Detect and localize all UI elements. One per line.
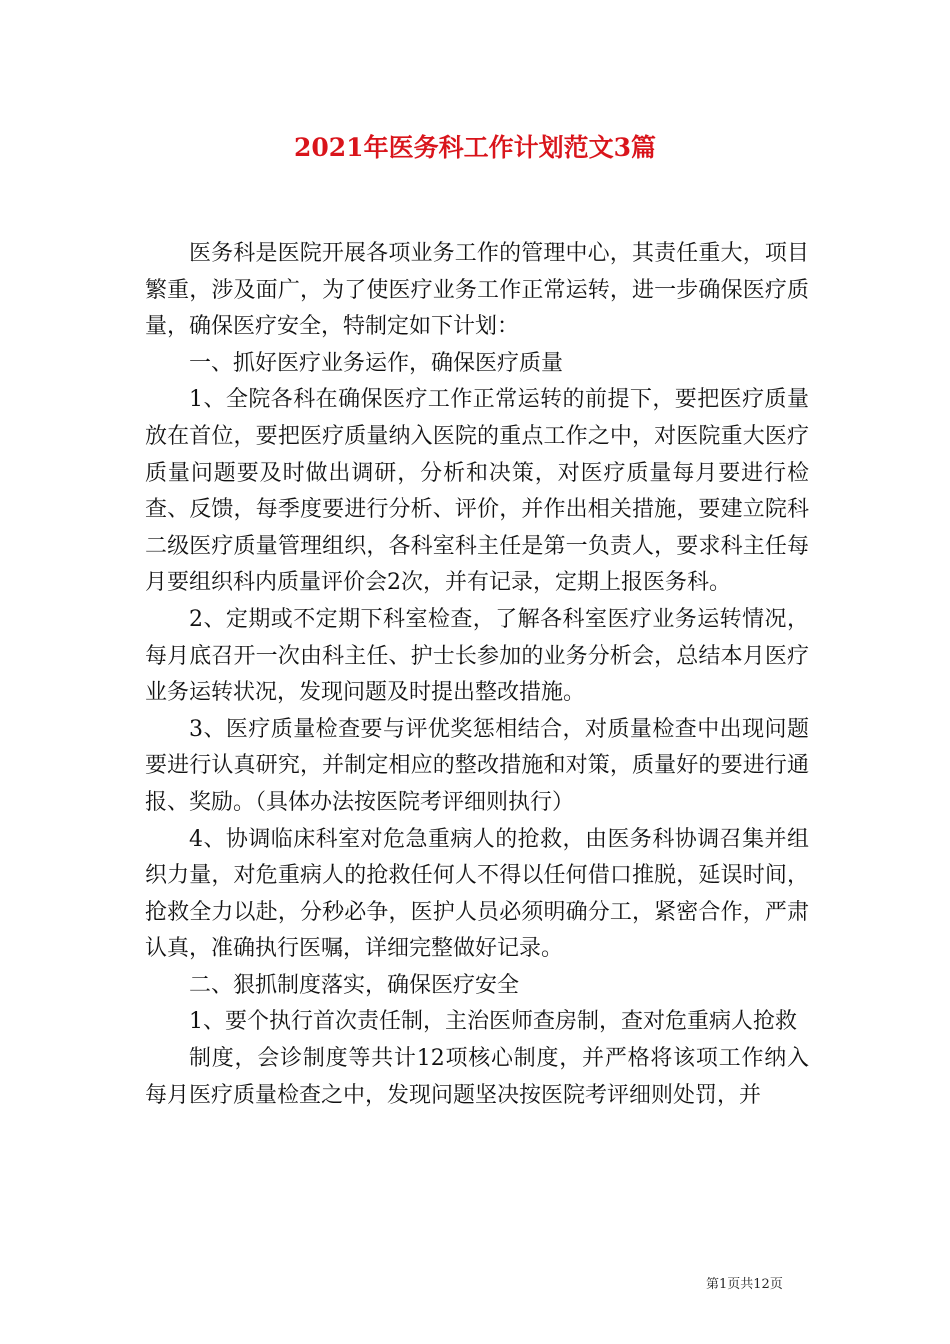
document-body [145,236,809,1114]
paragraph-item: 1、要个执行首次责任制，主治医师查房制，查对危重病人抢救 [189,1009,797,1035]
section-heading-2: 二、狠抓制度落实，确保医疗安全 [189,972,520,998]
section-heading-1: 一、抓好医疗业务运作，确保医疗质量 [189,350,564,376]
document-title: 2021年医务科工作计划范文3篇 [294,133,656,162]
paragraph-item: 4、协调临床科室对危急重病人的抢救，由医务科协调召集并组织力量，对危重病人的抢救任何人不得以任何借口推脱，延误时间，抢救全力以赴，分秒必争，医护人员必须明确分工，紧密合作，严肃认真，准确执行医嘱，详细完整做好记录。 [145,826,809,962]
paragraph-item: 制度，会诊制度等共计12项核心制度，并严格将该项工作纳入每月医疗质量检查之中，发现问题坚决按医院考评细则处罚，并 [145,1046,809,1108]
paragraph-intro: 医务科是医院开展各项业务工作的管理中心，其责任重大，项目繁重，涉及面广，为了使医疗业务工作正常运转，进一步确保医疗质量，确保医疗安全，特制定如下计划： [145,241,809,340]
paragraph-item: 1、全院各科在确保医疗工作正常运转的前提下，要把医疗质量放在首位，要把医疗质量纳入医院的重点工作之中，对医院重大医疗质量问题要及时做出调研，分析和决策，对医疗质量每月要进行检查、反馈，每季度要进行分析、评价，并作出相关措施，要建立院科二级医疗质量管理组织，各科室科主任是第一负责人，要求科主任每月要组织科内质量评价会2次，并有记录，定期上报医务科。 [145,387,809,596]
paragraph-item: 3、医疗质量检查要与评优奖惩相结合，对质量检查中出现问题要进行认真研究，并制定相应的整改措施和对策，质量好的要进行通报、奖励。（具体办法按医院考评细则执行） [145,716,809,815]
paragraph-item: 2、定期或不定期下科室检查，了解各科室医疗业务运转情况，每月底召开一次由科主任、护士长参加的业务分析会，总结本月医疗业务运转状况，发现问题及时提出整改措施。 [145,606,809,706]
page-number: 第1页共12页 [706,1277,783,1292]
